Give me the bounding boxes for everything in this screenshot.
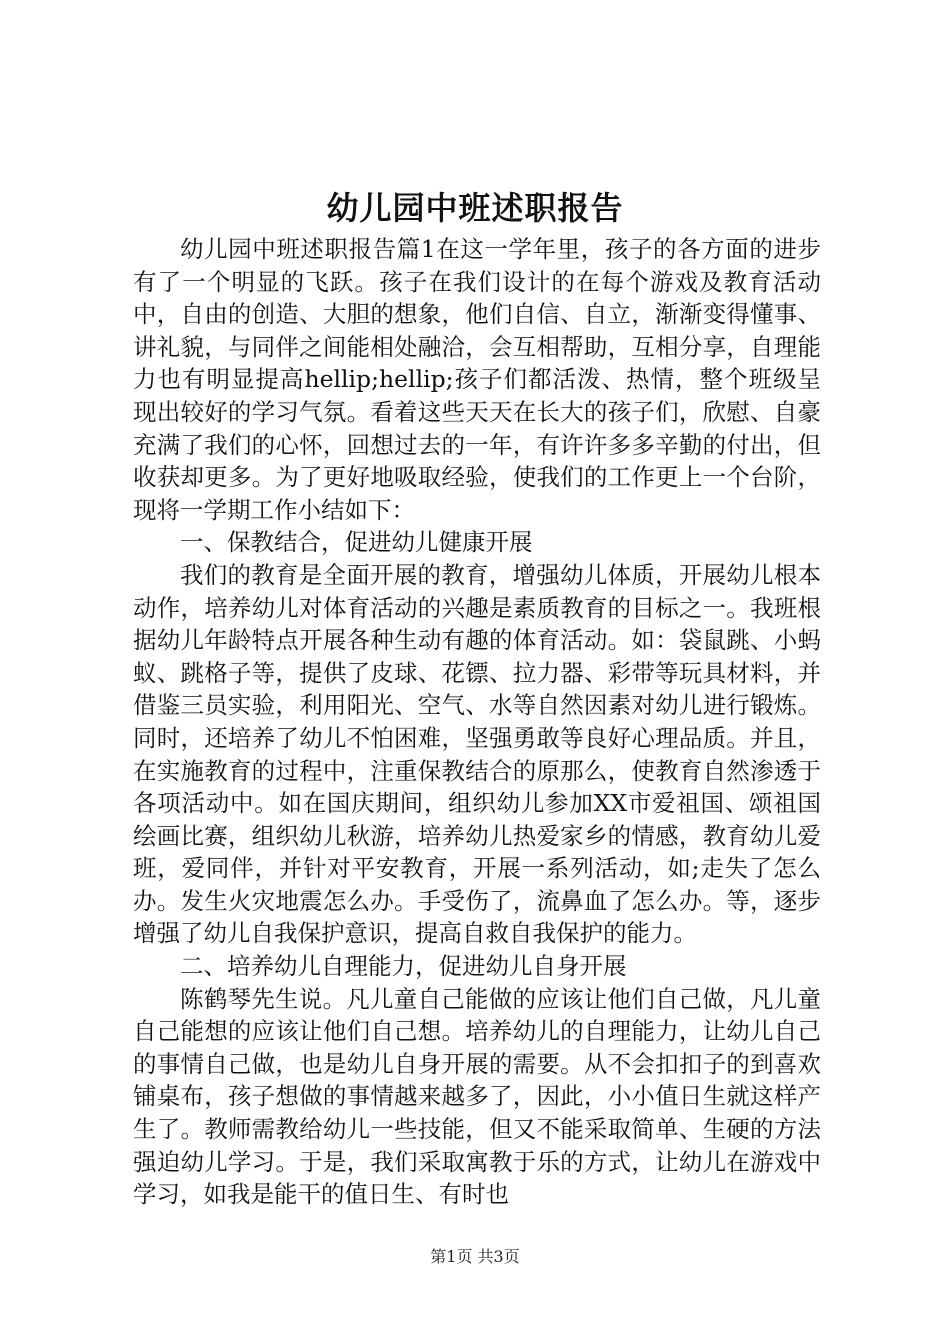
section-heading-2: 二、培养幼儿自理能力，促进幼儿自身开展 xyxy=(180,952,627,981)
section-heading-1: 一、保教结合，促进幼儿健康开展 xyxy=(180,528,533,557)
document-title: 幼儿园中班述职报告 xyxy=(326,189,624,227)
paragraph-intro: 幼儿园中班述职报告篇1在这一学年里，孩子的各方面的进步有了一个明显的飞跃。孩子在我们设计的在每个游戏及教育活动中，自由的创造、大胆的想象，他们自信、自立，渐渐变得懂事、讲礼貌，与同伴之间能相处融洽，会互相帮助，互相分享，自理能力也有明显提高hellip;hellip;孩子们都活泼、热情，整个班级呈现出较好的学习气氛。看着这些天天在长大的孩子们，欣慰、自豪充满了我们的心怀，回想过去的一年，有许许多多辛勤的付出，但收获却更多。为了更好地吸取经验，使我们的工作更上一个台阶，现将一学期工作小结如下： xyxy=(133,235,821,524)
page-footer: 第1页 共3页 xyxy=(430,1247,520,1266)
paragraph-section-2: 陈鹤琴先生说。凡儿童自己能做的应该让他们自己做，凡儿童自己能想的应该让他们自己想。培养幼儿的自理能力，让幼儿自己的事情自己做，也是幼儿自身开展的需要。从不会扣扣子的到喜欢铺桌布，孩子想做的事情越来越多了，因此，小小值日生就这样产生了。教师需教给幼儿一些技能，但又不能采取简单、生硬的方法强迫幼儿学习。于是，我们采取寓教于乐的方式，让幼儿在游戏中学习，如我是能干的值日生、有时也 xyxy=(133,984,821,1209)
document-body xyxy=(133,233,821,1211)
paragraph-section-1: 我们的教育是全面开展的教育，增强幼儿体质，开展幼儿根本动作，培养幼儿对体育活动的兴趣是素质教育的目标之一。我班根据幼儿年龄特点开展各种生动有趣的体育活动。如：袋鼠跳、小蚂蚁、跳格子等，提供了皮球、花镖、拉力器、彩带等玩具材料，并借鉴三员实验，利用阳光、空气、水等自然因素对幼儿进行锻炼。同时，还培养了幼儿不怕困难，坚强勇敢等良好心理品质。并且，在实施教育的过程中，注重保教结合的原那么，使教育自然渗透于各项活动中。如在国庆期间，组织幼儿参加XX市爱祖国、颂祖国绘画比赛，组织幼儿秋游，培养幼儿热爱家乡的情感，教育幼儿爱班，爱同伴，并针对平安教育，开展一系列活动，如;走失了怎么办。发生火灾地震怎么办。手受伤了，流鼻血了怎么办。等，逐步增强了幼儿自我保护意识，提高自救自我保护的能力。 xyxy=(133,560,821,948)
